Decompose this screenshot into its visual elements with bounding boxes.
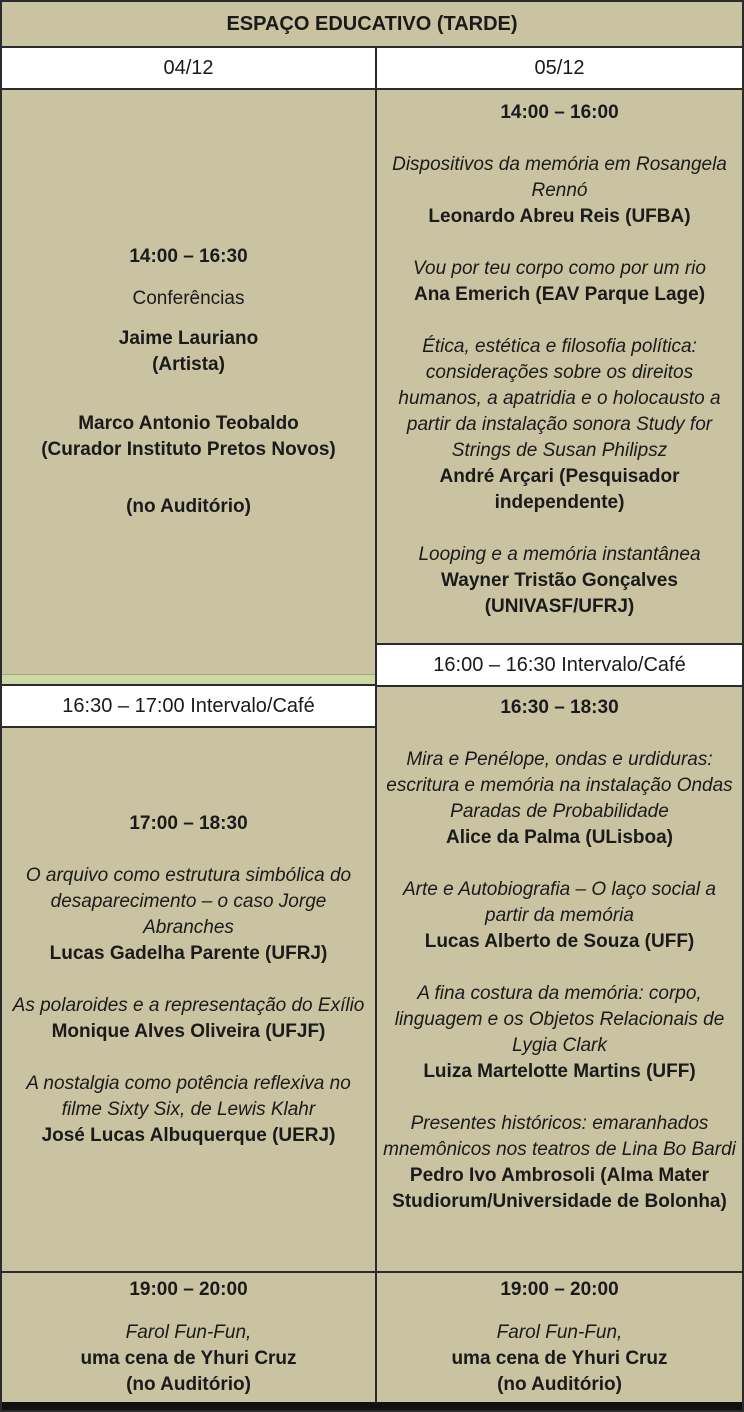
performance-location: (no Auditório) bbox=[126, 1374, 251, 1395]
session-time: 14:00 – 16:00 bbox=[500, 102, 619, 123]
talk-speaker: Pedro Ivo Ambrosoli (Alma Mater Studiorum/Universidade de Bolonha) bbox=[392, 1165, 727, 1212]
session-time: 19:00 – 20:00 bbox=[500, 1279, 619, 1300]
performance-location: (no Auditório) bbox=[497, 1374, 622, 1395]
talk bbox=[383, 1111, 736, 1215]
session-cell-conferences bbox=[2, 90, 375, 674]
talk-speaker: Lucas Gadelha Parente (UFRJ) bbox=[49, 942, 328, 964]
performance-credit: uma cena de Yhuri Cruz bbox=[451, 1348, 668, 1369]
break-row-left: 16:30 – 17:00 Intervalo/Café bbox=[2, 686, 375, 728]
session-cell-afternoon-left bbox=[2, 728, 375, 1273]
talk-title: Arte e Autobiografia – O laço social a partir da memória bbox=[403, 879, 716, 926]
session-subtitle: Conferências bbox=[132, 288, 245, 309]
talk-speaker: André Arçari (Pesquisador independente) bbox=[439, 466, 680, 513]
talk bbox=[8, 863, 369, 967]
session-cell-afternoon-right bbox=[377, 687, 742, 1273]
talk-title: A fina costura da memória: corpo, linguagem e os Objetos Relacionais de Lygia Clark bbox=[394, 983, 725, 1056]
evening-cell-right bbox=[377, 1273, 742, 1402]
performance-title: Farol Fun-Fun, bbox=[496, 1322, 623, 1343]
session-time: 14:00 – 16:30 bbox=[129, 246, 248, 267]
date-header-row bbox=[2, 48, 742, 90]
session-time: 16:30 – 18:30 bbox=[500, 697, 619, 718]
date-cell-left: 04/12 bbox=[2, 48, 377, 88]
speaker-block bbox=[8, 411, 369, 463]
talk-speaker: Leonardo Abreu Reis (UFBA) bbox=[428, 206, 691, 227]
talk-title: Dispositivos da memória em Rosangela Rennó bbox=[392, 154, 727, 201]
talk bbox=[383, 152, 736, 230]
talk-title: As polaroides e a representação do Exílio bbox=[12, 994, 365, 1016]
talk-title: Looping e a memória instantânea bbox=[418, 544, 701, 565]
talk bbox=[383, 877, 736, 955]
table-title: ESPAÇO EDUCATIVO (TARDE) bbox=[2, 2, 742, 48]
talk-title: Mira e Penélope, ondas e urdiduras: escritura e memória na instalação Ondas Paradas de Probabilidade bbox=[386, 749, 733, 822]
evening-cell-left bbox=[2, 1273, 375, 1402]
speaker-name: Marco Antonio Teobaldo bbox=[78, 413, 299, 434]
green-divider-strip bbox=[2, 674, 375, 686]
speaker-name: Jaime Lauriano bbox=[118, 328, 259, 349]
talk-title: Ética, estética e filosofia política: considerações sobre os direitos humanos, a apatridia e o holocausto a partir da instalação sonora Study for Strings de Susan Philipsz bbox=[398, 336, 721, 461]
talk-speaker: Luiza Martelotte Martins (UFF) bbox=[423, 1061, 696, 1082]
talk-speaker: Monique Alves Oliveira (UFJF) bbox=[51, 1020, 326, 1042]
talk bbox=[8, 1071, 369, 1149]
talk bbox=[8, 993, 369, 1045]
session-time: 17:00 – 18:30 bbox=[129, 812, 248, 834]
talk-speaker: Ana Emerich (EAV Parque Lage) bbox=[413, 284, 706, 305]
talk bbox=[383, 981, 736, 1085]
session-location: (no Auditório) bbox=[126, 496, 251, 517]
performance-credit: uma cena de Yhuri Cruz bbox=[80, 1348, 297, 1369]
speaker-block bbox=[8, 326, 369, 378]
talk bbox=[383, 542, 736, 620]
talk-title: Presentes históricos: emaranhados mnemônicos nos teatros de Lina Bo Bardi bbox=[383, 1113, 736, 1160]
talk-title: A nostalgia como potência reflexiva no filme Sixty Six, de Lewis Klahr bbox=[26, 1072, 351, 1120]
talk-title: O arquivo como estrutura simbólica do desaparecimento – o caso Jorge Abranches bbox=[25, 864, 352, 938]
performance-title: Farol Fun-Fun, bbox=[125, 1322, 252, 1343]
session-cell-early-right bbox=[377, 90, 742, 645]
column-05-12 bbox=[377, 90, 742, 1402]
talk bbox=[383, 334, 736, 516]
bottom-border-bar bbox=[2, 1402, 742, 1410]
speaker-role: (Artista) bbox=[152, 354, 225, 375]
session-time: 19:00 – 20:00 bbox=[129, 1279, 248, 1300]
break-row-right: 16:00 – 16:30 Intervalo/Café bbox=[377, 645, 742, 687]
talk bbox=[383, 256, 736, 308]
talk bbox=[383, 747, 736, 851]
talk-speaker: Lucas Alberto de Souza (UFF) bbox=[424, 931, 695, 952]
talk-title: Vou por teu corpo como por um rio bbox=[413, 258, 706, 279]
talk-speaker: Alice da Palma (ULisboa) bbox=[445, 827, 673, 848]
talk-speaker: José Lucas Albuquerque (UERJ) bbox=[41, 1124, 336, 1146]
schedule-body bbox=[2, 90, 742, 1402]
talk-speaker: Wayner Tristão Gonçalves (UNIVASF/UFRJ) bbox=[441, 570, 678, 617]
date-cell-right: 05/12 bbox=[534, 56, 585, 79]
column-04-12 bbox=[2, 90, 377, 1402]
speaker-role: (Curador Instituto Pretos Novos) bbox=[41, 439, 336, 460]
